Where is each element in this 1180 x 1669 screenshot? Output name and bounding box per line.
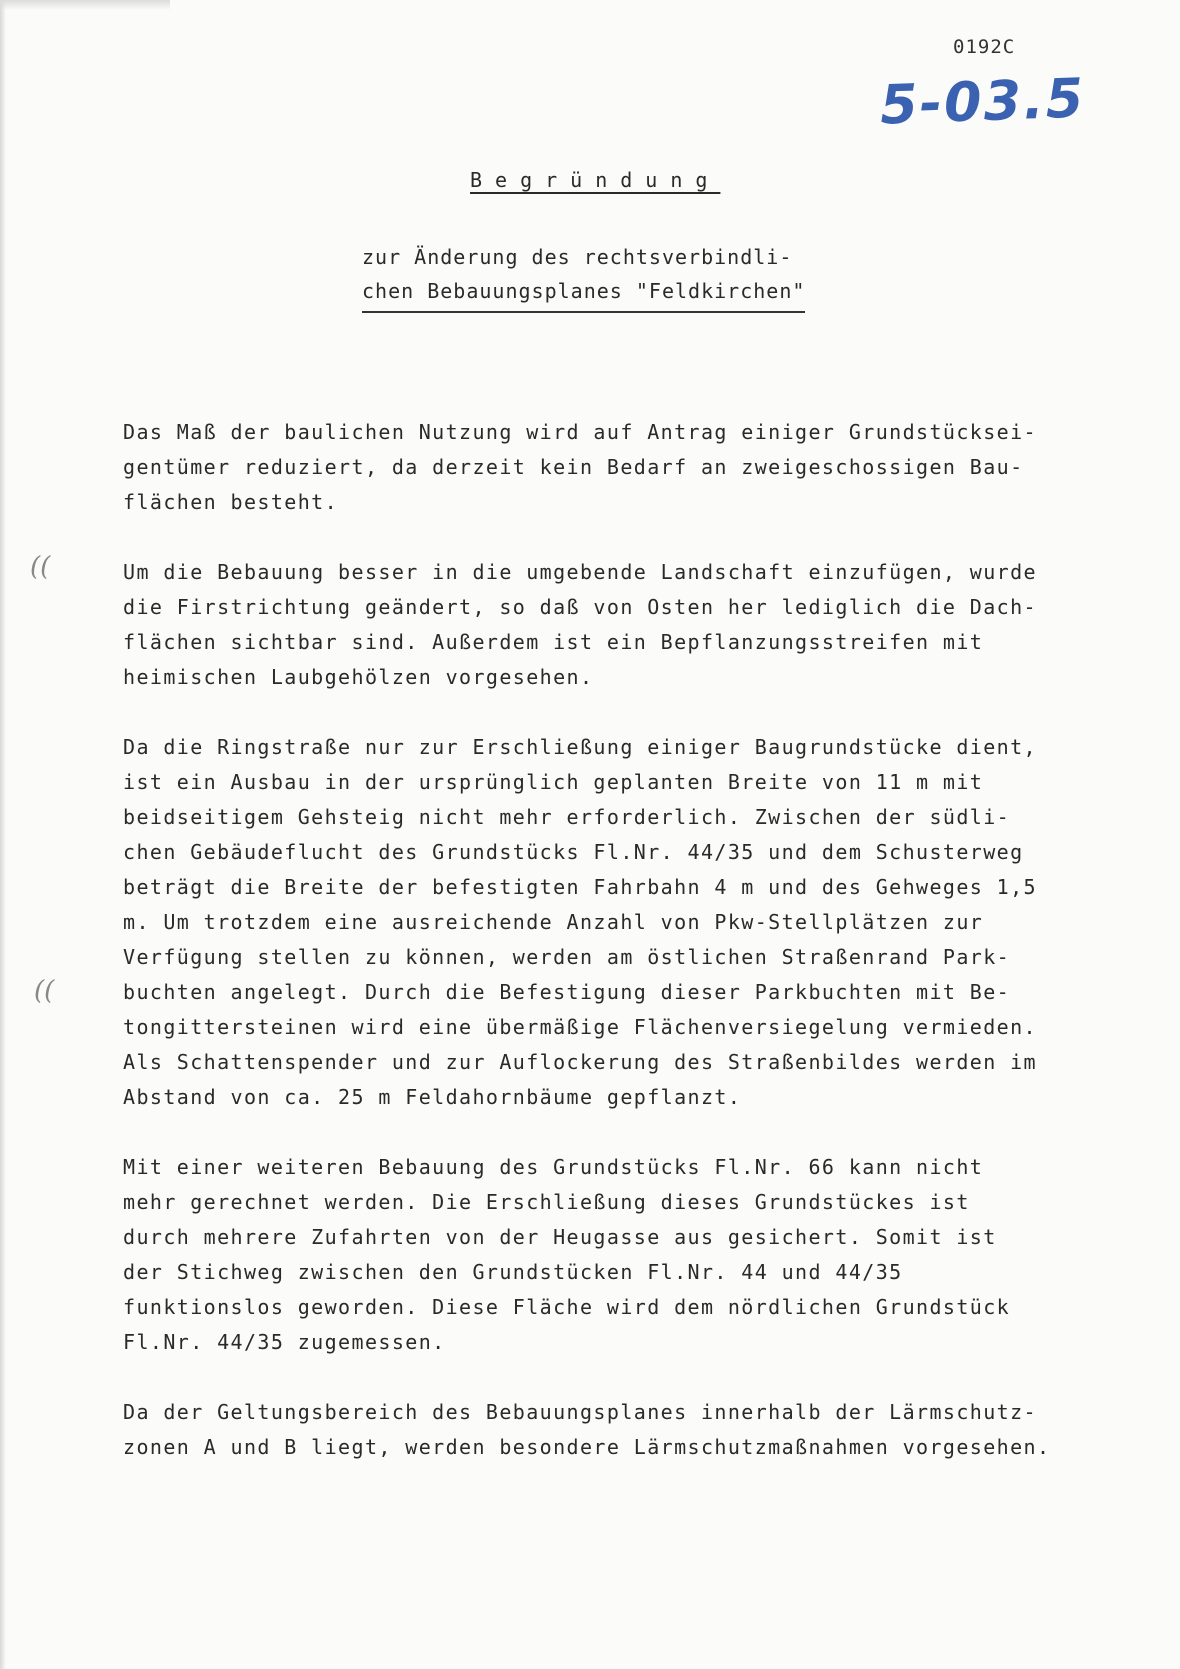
text-line: beidseitigem Gehsteig nicht mehr erforderlich. Zwischen der südli- bbox=[123, 805, 1011, 829]
paragraph-3 bbox=[123, 730, 1113, 1115]
text-line: gentümer reduziert, da derzeit kein Bedarf an zweigeschossigen Bau- bbox=[123, 455, 1024, 479]
text-line: Fl.Nr. 44/35 zugemessen. bbox=[123, 1330, 446, 1354]
text-line: chen Gebäudeflucht des Grundstücks Fl.Nr. 44/35 und dem Schusterweg bbox=[123, 840, 1024, 864]
text-line: Um die Bebauung besser in die umgebende Landschaft einzufügen, wurde bbox=[123, 560, 1037, 584]
text-line: Da der Geltungsbereich des Bebauungsplanes innerhalb der Lärmschutz- bbox=[123, 1400, 1037, 1424]
margin-mark: (( bbox=[34, 976, 55, 1006]
paragraph-4 bbox=[123, 1150, 1113, 1360]
text-line: m. Um trotzdem eine ausreichende Anzahl von Pkw-Stellplätzen zur bbox=[123, 910, 984, 934]
paragraph-1 bbox=[123, 415, 1113, 520]
text-line: Als Schattenspender und zur Auflockerung des Straßenbildes werden im bbox=[123, 1050, 1037, 1074]
document-id: 0192C bbox=[953, 36, 1016, 58]
text-line: Da die Ringstraße nur zur Erschließung einiger Baugrundstücke dient, bbox=[123, 735, 1037, 759]
text-line: Mit einer weiteren Bebauung des Grundstücks Fl.Nr. 66 kann nicht bbox=[123, 1155, 984, 1179]
text-line: Das Maß der baulichen Nutzung wird auf Antrag einiger Grundstücksei- bbox=[123, 420, 1037, 444]
text-line: Abstand von ca. 25 m Feldahornbäume gepflanzt. bbox=[123, 1085, 742, 1109]
text-line: tongittersteinen wird eine übermäßige Flächenversiegelung vermieden. bbox=[123, 1015, 1037, 1039]
text-line: die Firstrichtung geändert, so daß von Osten her lediglich die Dach- bbox=[123, 595, 1037, 619]
text-line: funktionslos geworden. Diese Fläche wird dem nördlichen Grundstück bbox=[123, 1295, 1011, 1319]
text-line: Verfügung stellen zu können, werden am östlichen Straßenrand Park- bbox=[123, 945, 1011, 969]
handwritten-reference: 5-03.5 bbox=[878, 66, 1087, 137]
text-line: mehr gerechnet werden. Die Erschließung dieses Grundstückes ist bbox=[123, 1190, 970, 1214]
body-text bbox=[123, 415, 1113, 1500]
text-line: ist ein Ausbau in der ursprünglich geplanten Breite von 11 m mit bbox=[123, 770, 984, 794]
text-line: beträgt die Breite der befestigten Fahrbahn 4 m und des Gehweges 1,5 bbox=[123, 875, 1037, 899]
paragraph-2 bbox=[123, 555, 1113, 695]
text-line: der Stichweg zwischen den Grundstücken Fl.Nr. 44 und 44/35 bbox=[123, 1260, 903, 1284]
subtitle-line-2: chen Bebauungsplanes "Feldkirchen" bbox=[362, 274, 805, 313]
document-title: Begründung bbox=[470, 168, 721, 192]
margin-mark: (( bbox=[30, 552, 51, 582]
subtitle-line-1: zur Änderung des rechtsverbindli- bbox=[362, 245, 793, 269]
text-line: zonen A und B liegt, werden besondere Lärmschutzmaßnahmen vorgesehen. bbox=[123, 1435, 1051, 1459]
scan-edge-shadow bbox=[0, 0, 6, 1669]
paragraph-5 bbox=[123, 1395, 1113, 1465]
text-line: heimischen Laubgehölzen vorgesehen. bbox=[123, 665, 594, 689]
scan-top-shadow bbox=[0, 0, 170, 10]
text-line: durch mehrere Zufahrten von der Heugasse aus gesichert. Somit ist bbox=[123, 1225, 997, 1249]
text-line: buchten angelegt. Durch die Befestigung dieser Parkbuchten mit Be- bbox=[123, 980, 1011, 1004]
text-line: flächen besteht. bbox=[123, 490, 339, 514]
text-line: flächen sichtbar sind. Außerdem ist ein Bepflanzungsstreifen mit bbox=[123, 630, 984, 654]
document-subtitle bbox=[362, 240, 805, 313]
